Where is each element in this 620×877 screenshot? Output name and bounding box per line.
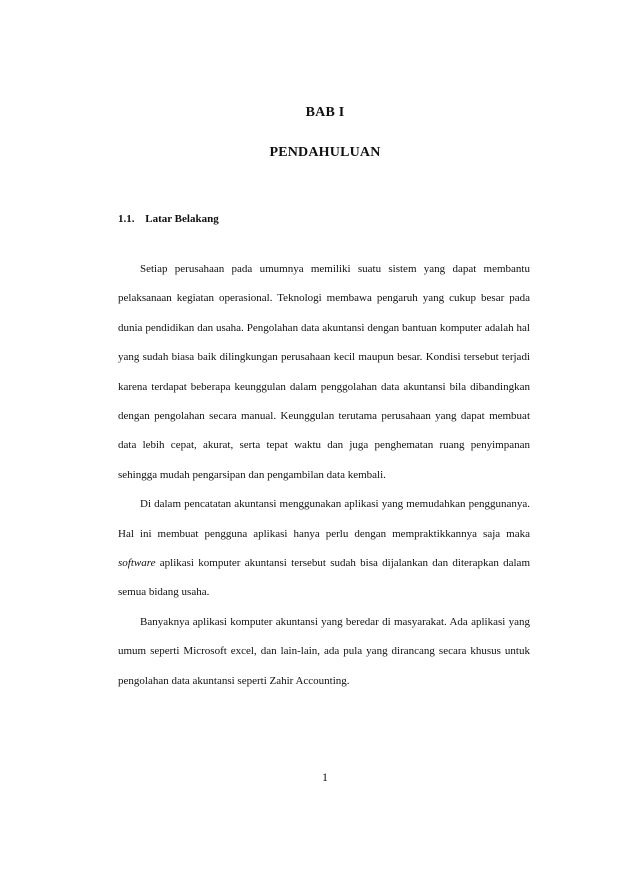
section-heading [118,213,219,225]
body-text [118,255,530,696]
page-number: 1 [322,770,328,784]
paragraph-2-italic-term: software [118,557,156,570]
section-number: 1.1. [118,213,135,225]
paragraph-1: Setiap perusahaan pada umumnya memiliki suatu sistem yang dapat membantu pelaksanaan kegiatan operasional. Teknologi membawa pengaruh yang cukup besar pada dunia pendidikan dan usaha. Pengolahan data akuntansi dengan bantuan komputer adalah hal yang sudah biasa baik dilingkungan perusahaan kecil maupun besar. Kondisi tersebut terjadi karena terdapat beberapa keunggulan dalam penggolahan data akuntansi bila dibandingkan dengan pengolahan secara manual. Keunggulan terutama perusahaan yang dapat membuat data lebih cepat, akurat, serta tepat waktu dan juga penghematan ruang penyimpanan sehingga mudah pengarsipan dan pengambilan data kembali. [118,263,530,481]
chapter-title: PENDAHULUAN [269,145,381,160]
chapter-number: BAB I [305,105,345,120]
paragraph-3: Banyaknya aplikasi komputer akuntansi yang beredar di masyarakat. Ada aplikasi yang umum seperti Microsoft excel, dan lain-lain, ada pula yang dirancang secara khusus untuk pengolahan data akuntansi seperti Zahir Accounting. [118,615,530,687]
paragraph-2-text-before: Di dalam pencatatan akuntansi menggunakan aplikasi yang memudahkan penggunanya. Hal ini membuat pengguna aplikasi hanya perlu dengan mempraktikkannya saja maka [118,498,530,540]
section-title: Latar Belakang [145,213,219,225]
paragraph-2 [118,490,530,608]
paragraph-2-text-after: aplikasi komputer akuntansi tersebut sudah bisa dijalankan dan diterapkan dalam semua bidang usaha. [118,557,530,599]
